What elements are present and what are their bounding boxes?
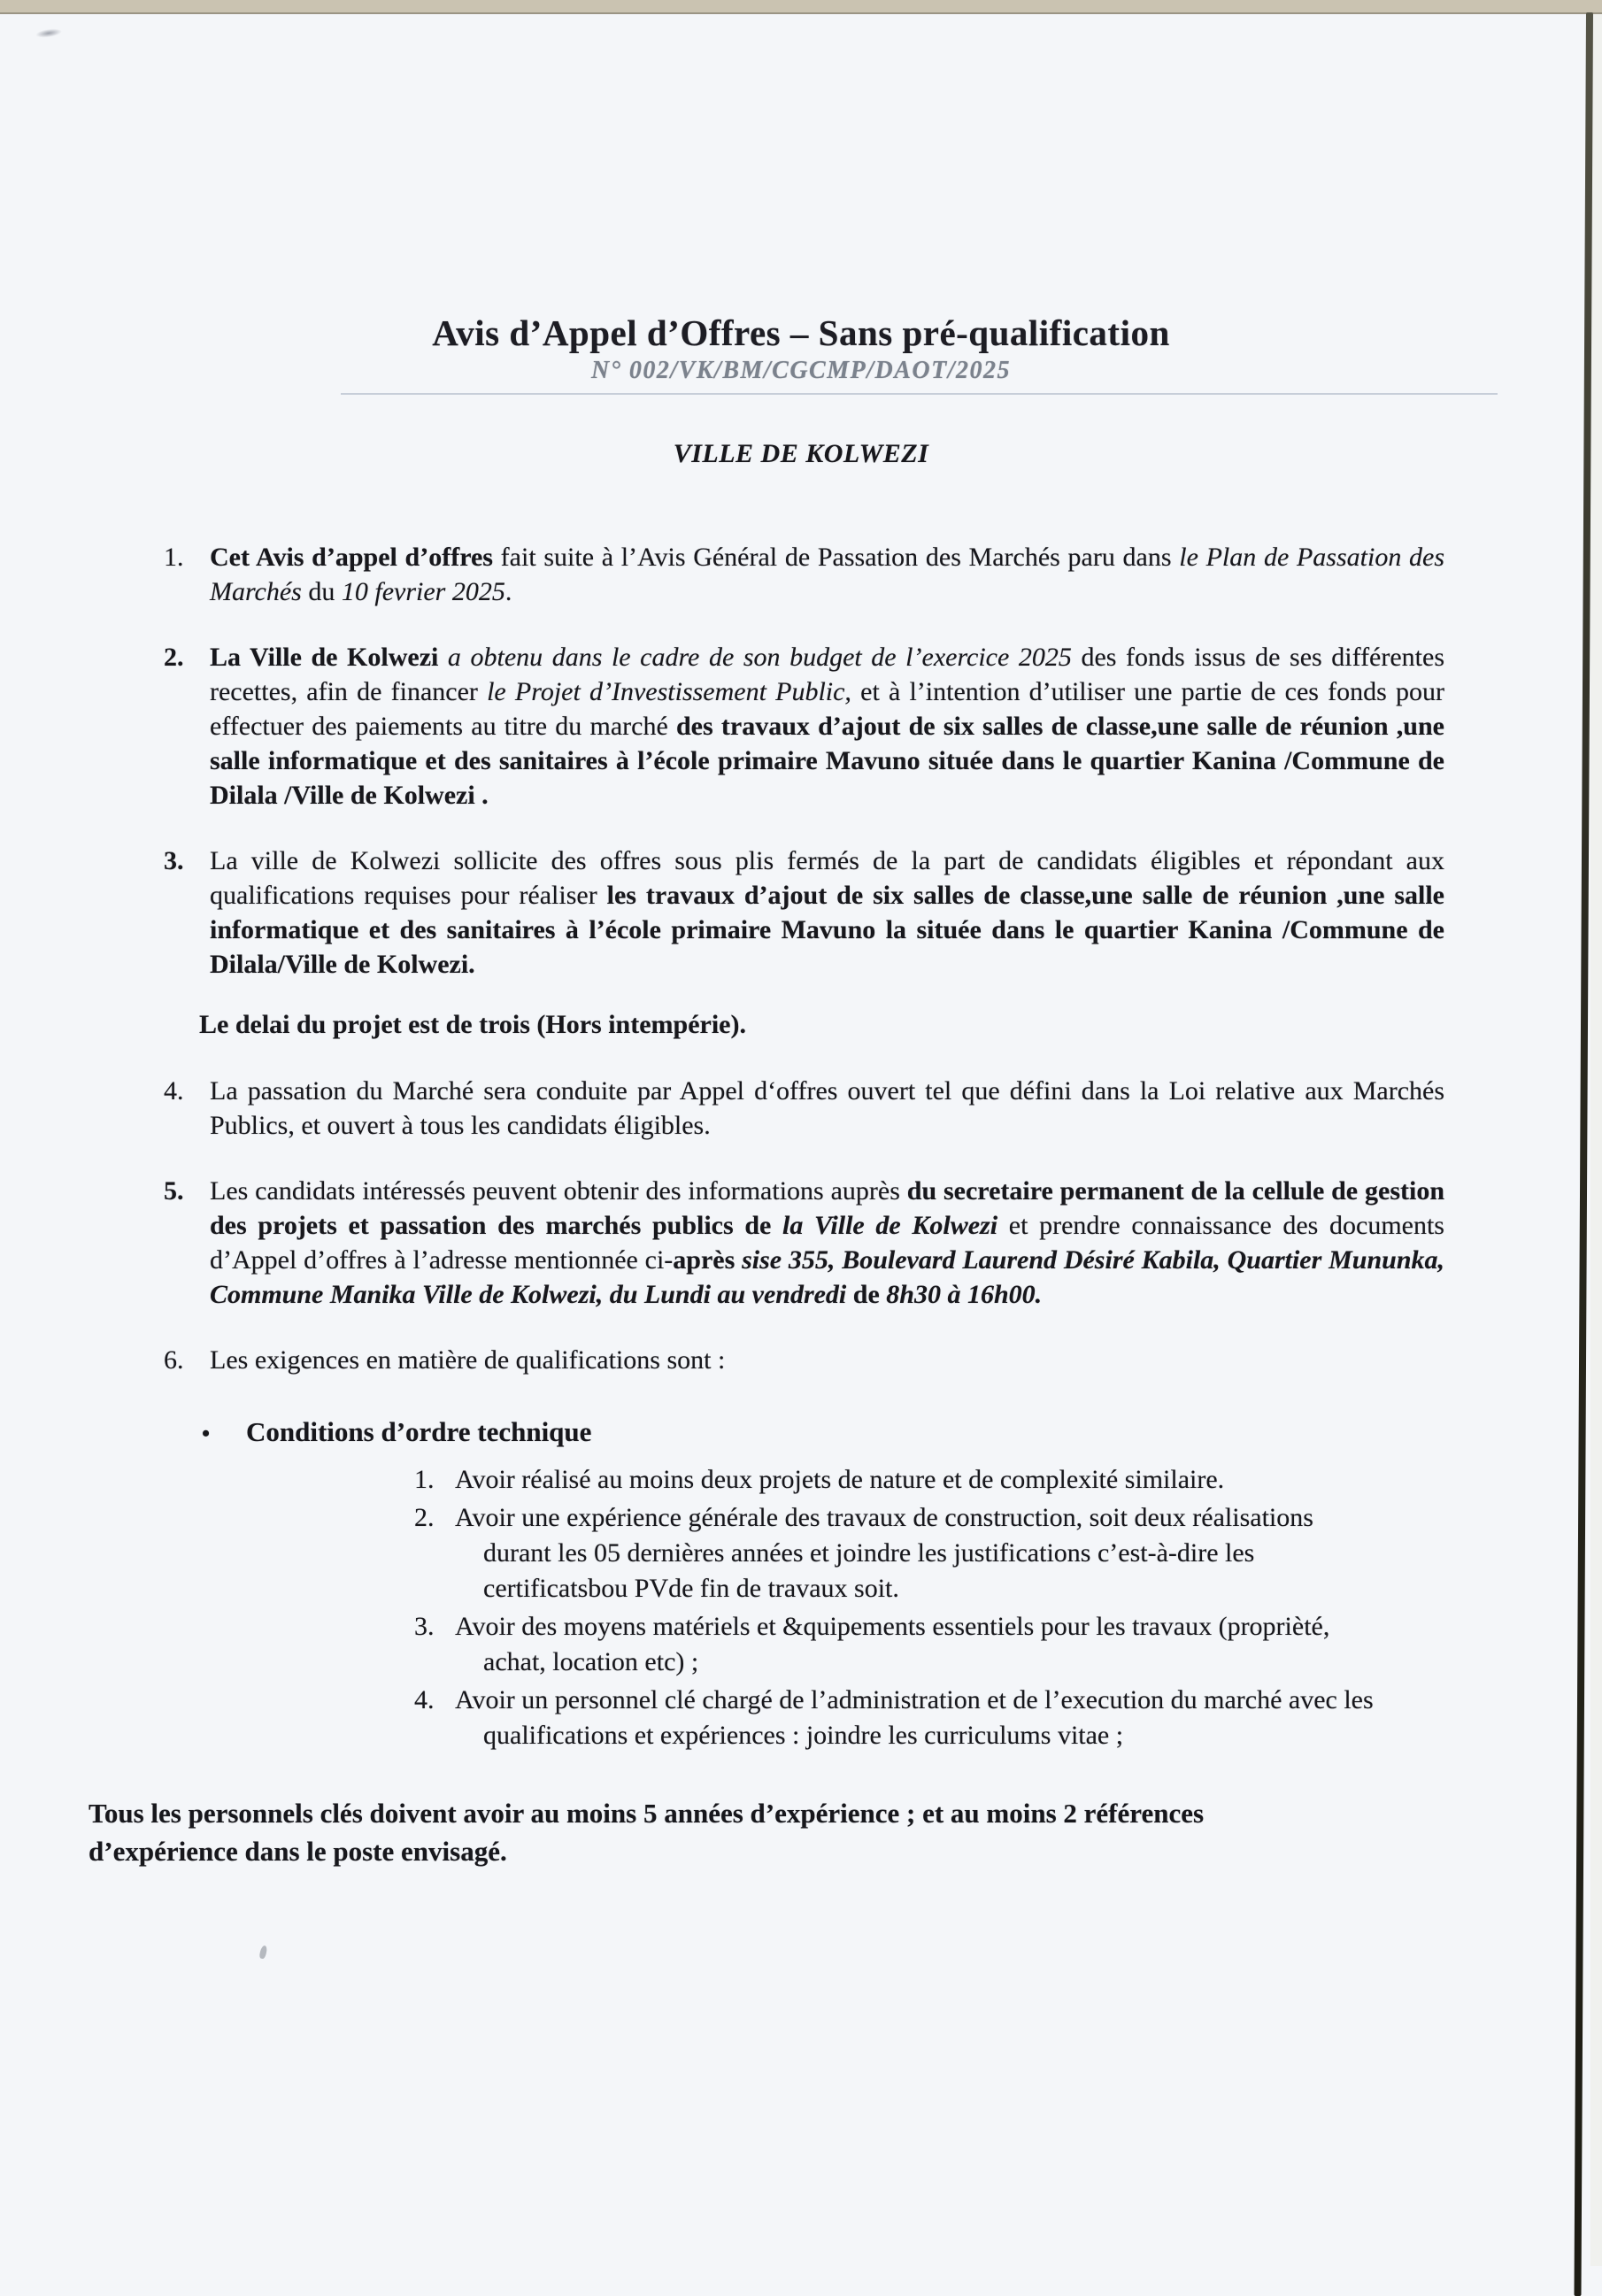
- text-run: et à l’intention d’utiliser une partie de ces fonds pour effectuer des paiements au titre du marché: [210, 677, 1444, 741]
- list-item: [164, 540, 1444, 609]
- text-run: La ville de Kolwezi sollicite des offres sous plis fermés de la part de candidats éligibles et répondant aux qualifications requises pour réaliser: [210, 846, 1444, 910]
- technical-conditions-heading-row: [202, 1416, 1444, 1448]
- numbered-list: [164, 540, 1444, 1377]
- requirement-text: Avoir une expérience générale des travaux de construction, soit deux réalisations durant les 05 dernières années et joindre les justifications c’est-à-dire les certificatsbou PVde fin de travaux soit.: [455, 1503, 1313, 1603]
- item-paragraph: [210, 540, 1444, 609]
- bullet-icon: •: [202, 1421, 211, 1446]
- list-item: [164, 1343, 1444, 1377]
- item-number: 6.: [164, 1345, 184, 1375]
- item-number: 5.: [164, 1176, 184, 1206]
- city-heading: VILLE DE KOLWEZI: [673, 439, 929, 468]
- text-run: Cet Avis d’appel d’offres: [210, 543, 493, 572]
- personnel-experience-note: Tous les personnels clés doivent avoir au moins 5 années d’expérience ; et au moins 2 références d’expérience dans le poste envisagé.: [89, 1798, 1205, 1867]
- divider-line: [341, 393, 1498, 395]
- list-item: [164, 640, 1444, 813]
- text-run: Les candidats intéressés peuvent obtenir des informations auprès: [210, 1176, 907, 1206]
- text-run: a obtenu dans le cadre de son budget de l’exercice 2025: [438, 643, 1072, 672]
- requirement-text: Avoir réalisé au moins deux projets de nature et de complexité similaire.: [455, 1465, 1225, 1494]
- requirement-text: Avoir un personnel clé chargé de l’administration et de l’execution du marché avec les qualifications et expériences : joindre les curriculums vitae ;: [455, 1685, 1374, 1750]
- text-run: du: [301, 577, 342, 606]
- item-paragraph: [210, 640, 1444, 813]
- requirement-item: [414, 1500, 1381, 1606]
- requirements-sublist: [414, 1462, 1381, 1753]
- technical-conditions-heading: Conditions d’ordre technique: [246, 1416, 592, 1447]
- text-run: 8h30 à 16h00.: [886, 1280, 1043, 1309]
- text-run: des travaux d’ajout de six salles de classe,une salle de réunion ,une salle informatique et des sanitaires à l’école primaire Mavuno située dans le quartier Kanina /Commune de Dilala /Ville de Kolwezi .: [210, 712, 1444, 810]
- requirement-item: [414, 1462, 1381, 1498]
- requirement-item: [414, 1683, 1381, 1753]
- text-run: les travaux d’ajout de six salles de classe,une salle de réunion ,une salle informatique et des sanitaires à l’école primaire Mavuno la située dans le quartier Kanina /Commune de Dilala/Ville de Kolwezi.: [210, 881, 1444, 979]
- item-paragraph: [210, 1174, 1444, 1312]
- item-number: 3.: [164, 846, 184, 875]
- text-run: du secretaire permanent de la cellule de gestion des projets et passation des marchés publics de: [210, 1176, 1444, 1240]
- text-run: le Projet d’Investissement Public,: [487, 677, 851, 706]
- item-number: 2.: [164, 643, 184, 672]
- text-run: fait suite à l’Avis Général de Passation des Marchés paru dans: [492, 543, 1180, 572]
- text-run: La passation du Marché sera conduite par Appel d‘offres ouvert tel que défini dans la Loi relative aux Marchés Publics, et ouvert à tous les candidats éligibles.: [210, 1076, 1444, 1140]
- text-run: Les exigences en matière de qualifications sont :: [210, 1345, 726, 1375]
- requirement-number: 3.: [414, 1612, 435, 1641]
- text-run: .: [504, 577, 512, 606]
- text-run: le Plan de Passation des Marchés: [210, 543, 1445, 606]
- text-run: et prendre connaissance des documents d’Appel d’offres à l’adresse mentionnée ci-: [210, 1211, 1444, 1275]
- requirement-text: Avoir des moyens matériels et &quipements essentiels pour les travaux (proprièté, achat, location etc) ;: [455, 1612, 1330, 1676]
- requirement-item: [414, 1609, 1381, 1680]
- text-run: de: [846, 1280, 887, 1309]
- list-item: [164, 844, 1444, 982]
- text-run: la Ville de Kolwezi: [782, 1211, 998, 1240]
- item-paragraph: [210, 1343, 1444, 1377]
- item-number: 1.: [164, 543, 184, 572]
- text-run: des fonds issus de ses différentes recettes, afin de financer: [210, 643, 1445, 706]
- requirement-number: 4.: [414, 1685, 435, 1714]
- item-paragraph: [210, 844, 1444, 982]
- list-item: [164, 1174, 1444, 1312]
- document-title: Avis d’Appel d’Offres – Sans pré-qualification: [432, 312, 1170, 353]
- text-run: après: [673, 1245, 743, 1275]
- text-run: 10 fevrier 2025: [341, 577, 505, 606]
- text-run: La Ville de Kolwezi: [210, 643, 439, 672]
- requirement-number: 2.: [414, 1503, 435, 1532]
- project-duration-note: Le delai du projet est de trois (Hors intempérie).: [199, 1010, 746, 1039]
- text-run: sise 355, Boulevard Laurend Désiré Kabila, Quartier Mununka, Commune Manika Ville de Kolwezi, du Lundi au vendredi: [210, 1245, 1445, 1309]
- item-paragraph: [210, 1074, 1444, 1143]
- requirement-number: 1.: [414, 1465, 435, 1494]
- scan-ink-mark-artifact: [258, 1945, 267, 1959]
- list-item: [164, 1074, 1444, 1143]
- item-number: 4.: [164, 1076, 184, 1106]
- document-reference-number: N° 002/VK/BM/CGCMP/DAOT/2025: [590, 357, 1012, 384]
